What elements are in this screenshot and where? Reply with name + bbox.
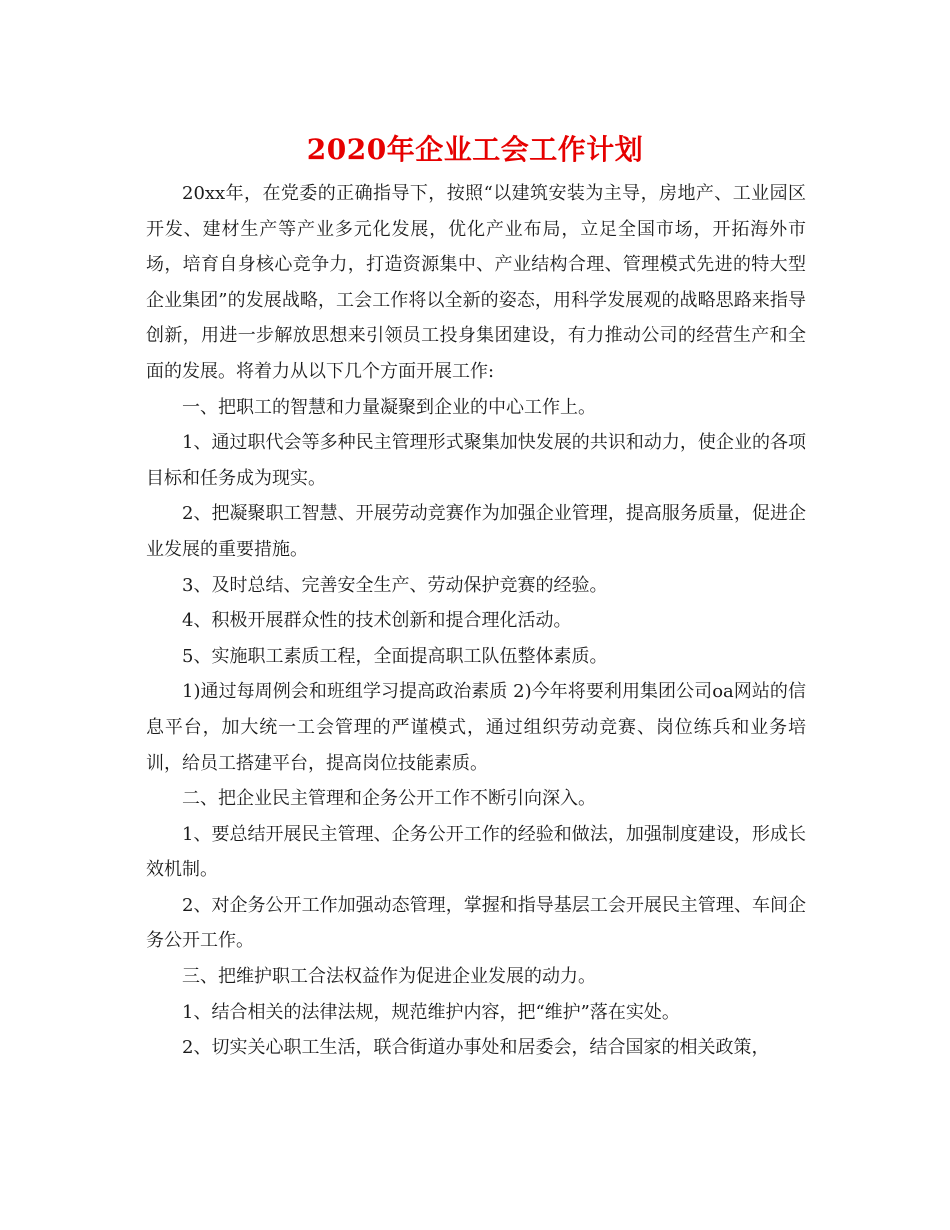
paragraph: 20xx年，在党委的正确指导下，按照“以建筑安装为主导，房地产、工业园区开发、建材生产等产业多元化发展，优化产业布局，立足全国市场，开拓海外市场，培育自身核心竞争力，打造资源集中、产业结构合理、管理模式先进的特大型企业集团”的发展战略，工会工作将以全新的姿态，用科学发展观的战略思路来指导创新，用进一步解放思想来引领员工投身集团建设，有力推动公司的经营生产和全面的发展。将着力从以下几个方面开展工作: (146, 183, 806, 382)
paragraph: 1、结合相关的法律法规，规范维护内容，把“维护”落在实处。 (182, 1001, 680, 1023)
paragraph: 1、要总结开展民主管理、企务公开工作的经验和做法，加强制度建设，形成长效机制。 (146, 823, 806, 881)
paragraph: 一、把职工的智慧和力量凝聚到企业的中心工作上。 (182, 396, 596, 418)
paragraph: 2、切实关心职工生活，联合街道办事处和居委会，结合国家的相关政策， (182, 1037, 770, 1059)
paragraph: 4、积极开展群众性的技术创新和提合理化活动。 (182, 610, 572, 632)
paragraph: 5、实施职工素质工程，全面提高职工队伍整体素质。 (182, 645, 608, 667)
paragraph: 1、通过职代会等多种民主管理形式聚集加快发展的共识和动力，使企业的各项目标和任务成为现实。 (146, 432, 806, 489)
paragraph: 2、把凝聚职工智慧、开展劳动竞赛作为加强企业管理，提高服务质量，促进企业发展的重要措施。 (146, 503, 806, 560)
document-body (146, 176, 806, 1066)
paragraph: 三、把维护职工合法权益作为促进企业发展的动力。 (182, 966, 596, 988)
document-title: 2020年企业工会工作计划 (306, 133, 644, 166)
paragraph: 1)通过每周例会和班组学习提高政治素质 2)今年将要利用集团公司oa网站的信息平台，加大统一工会管理的严谨模式，通过组织劳动竞赛、岗位练兵和业务培训，给员工搭建平台，提高岗位技能素质。 (146, 681, 806, 774)
paragraph: 3、及时总结、完善安全生产、劳动保护竞赛的经验。 (182, 574, 608, 596)
paragraph: 2、对企务公开工作加强动态管理，掌握和指导基层工会开展民主管理、车间企务公开工作。 (146, 894, 806, 952)
paragraph: 二、把企业民主管理和企务公开工作不断引向深入。 (182, 788, 596, 810)
